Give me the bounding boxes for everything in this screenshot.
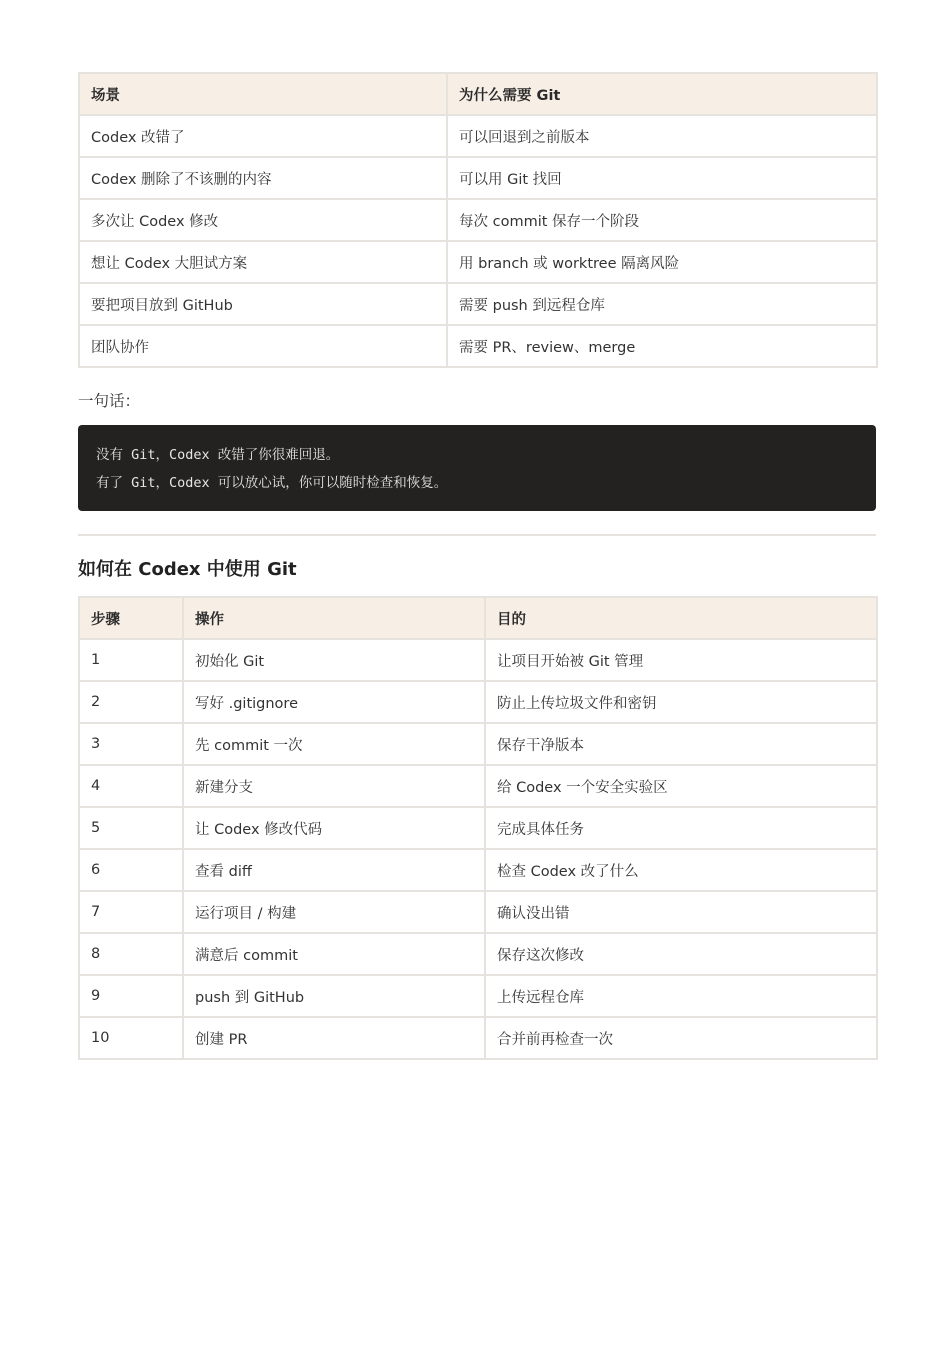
step-number-cell: 5: [79, 807, 183, 849]
purpose-cell: 确认没出错: [485, 891, 877, 933]
table-row: [79, 807, 877, 849]
table-row: [79, 283, 877, 325]
step-number-cell: 9: [79, 975, 183, 1017]
table-row: [79, 241, 877, 283]
action-cell: 让 Codex 修改代码: [183, 807, 485, 849]
reason-cell: 每次 commit 保存一个阶段: [447, 199, 877, 241]
reason-cell: 可以用 Git 找回: [447, 157, 877, 199]
purpose-cell: 保存干净版本: [485, 723, 877, 765]
code-line: 有了 Git，Codex 可以放心试，你可以随时检查和恢复。: [96, 475, 448, 491]
section-divider: [78, 534, 876, 536]
git-steps-table: [78, 596, 878, 1060]
table-row: [79, 681, 877, 723]
action-cell: 运行项目 / 构建: [183, 891, 485, 933]
reason-cell: 用 branch 或 worktree 隔离风险: [447, 241, 877, 283]
purpose-cell: 让项目开始被 Git 管理: [485, 639, 877, 681]
table-row: [79, 723, 877, 765]
code-block: [78, 425, 876, 511]
purpose-cell: 合并前再检查一次: [485, 1017, 877, 1059]
step-number-cell: 1: [79, 639, 183, 681]
scenario-cell: Codex 改错了: [79, 115, 447, 157]
action-cell: 写好 .gitignore: [183, 681, 485, 723]
table-row: [79, 933, 877, 975]
table-row: [79, 891, 877, 933]
purpose-cell: 完成具体任务: [485, 807, 877, 849]
purpose-cell: 防止上传垃圾文件和密钥: [485, 681, 877, 723]
column-header-purpose: 目的: [485, 597, 877, 639]
reason-cell: 需要 push 到远程仓库: [447, 283, 877, 325]
document-page: [78, 72, 876, 1060]
action-cell: 满意后 commit: [183, 933, 485, 975]
reason-cell: 需要 PR、review、merge: [447, 325, 877, 367]
action-cell: 创建 PR: [183, 1017, 485, 1059]
scenario-cell: 团队协作: [79, 325, 447, 367]
purpose-cell: 保存这次修改: [485, 933, 877, 975]
scenario-cell: 多次让 Codex 修改: [79, 199, 447, 241]
table-row: [79, 765, 877, 807]
column-header-reason: 为什么需要 Git: [447, 73, 877, 115]
action-cell: 新建分支: [183, 765, 485, 807]
step-number-cell: 10: [79, 1017, 183, 1059]
action-cell: 初始化 Git: [183, 639, 485, 681]
scenario-cell: 要把项目放到 GitHub: [79, 283, 447, 325]
purpose-cell: 上传远程仓库: [485, 975, 877, 1017]
table-row: [79, 975, 877, 1017]
git-reasons-table: [78, 72, 878, 368]
code-line: 没有 Git，Codex 改错了你很难回退。: [96, 447, 340, 463]
table-header-row: [79, 73, 877, 115]
table-row: [79, 199, 877, 241]
table-row: [79, 115, 877, 157]
summary-label: 一句话：: [78, 392, 141, 410]
table-row: [79, 639, 877, 681]
step-number-cell: 7: [79, 891, 183, 933]
step-number-cell: 4: [79, 765, 183, 807]
action-cell: 查看 diff: [183, 849, 485, 891]
table-header-row: [79, 597, 877, 639]
scenario-cell: 想让 Codex 大胆试方案: [79, 241, 447, 283]
step-number-cell: 3: [79, 723, 183, 765]
column-header-step: 步骤: [79, 597, 183, 639]
section-heading: 如何在 Codex 中使用 Git: [78, 559, 297, 580]
purpose-cell: 给 Codex 一个安全实验区: [485, 765, 877, 807]
action-cell: 先 commit 一次: [183, 723, 485, 765]
reason-cell: 可以回退到之前版本: [447, 115, 877, 157]
step-number-cell: 2: [79, 681, 183, 723]
action-cell: push 到 GitHub: [183, 975, 485, 1017]
table-row: [79, 1017, 877, 1059]
table-row: [79, 849, 877, 891]
table-row: [79, 325, 877, 367]
step-number-cell: 6: [79, 849, 183, 891]
scenario-cell: Codex 删除了不该删的内容: [79, 157, 447, 199]
table-row: [79, 157, 877, 199]
column-header-scenario: 场景: [79, 73, 447, 115]
purpose-cell: 检查 Codex 改了什么: [485, 849, 877, 891]
step-number-cell: 8: [79, 933, 183, 975]
column-header-action: 操作: [183, 597, 485, 639]
